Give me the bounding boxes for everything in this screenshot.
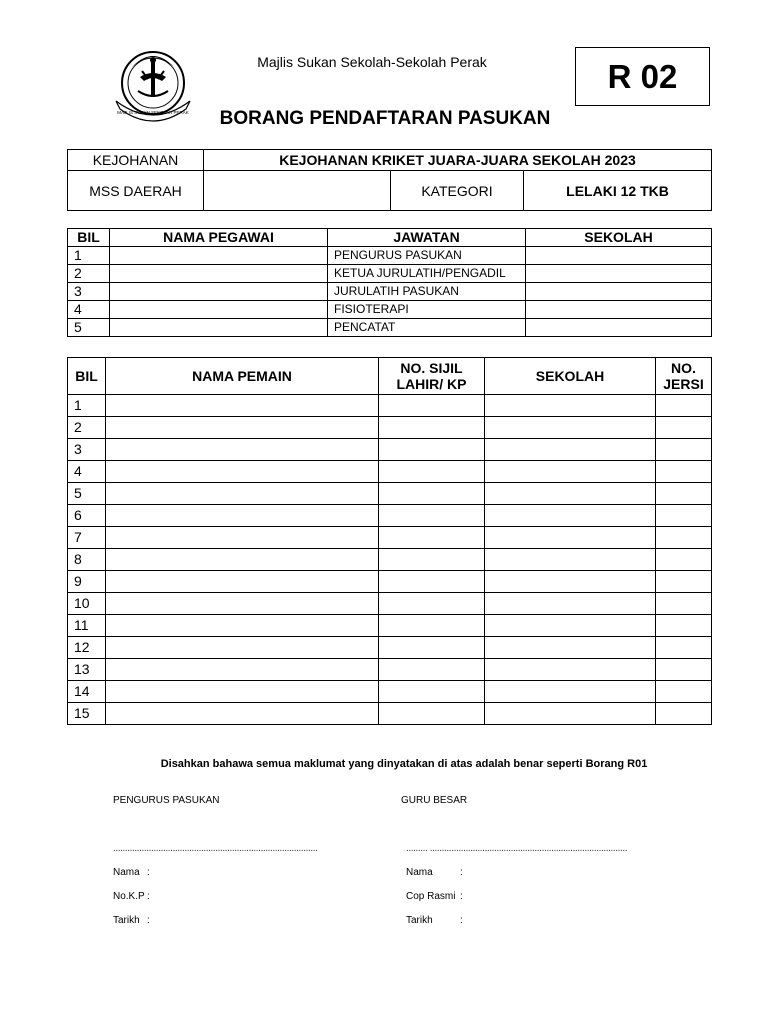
player-id-field[interactable] — [379, 615, 485, 637]
player-name-field[interactable] — [106, 505, 379, 527]
player-id-field[interactable] — [379, 549, 485, 571]
player-name-field[interactable] — [106, 395, 379, 417]
svg-text:MAJLIS SUKAN SEKOLAH PERAK: MAJLIS SUKAN SEKOLAH PERAK — [117, 110, 189, 115]
player-id-field[interactable] — [379, 637, 485, 659]
player-school-field[interactable] — [485, 637, 656, 659]
player-name-field[interactable] — [106, 659, 379, 681]
officials-header-school: SEKOLAH — [526, 229, 712, 247]
officials-row — [68, 265, 712, 283]
player-name-field[interactable] — [106, 571, 379, 593]
official-school-field[interactable] — [526, 301, 712, 319]
event-label: KEJOHANAN — [68, 150, 204, 171]
player-jersey-field[interactable] — [656, 637, 712, 659]
players-header-school: SEKOLAH — [485, 358, 656, 395]
form-code-box — [575, 47, 710, 106]
player-id-field[interactable] — [379, 395, 485, 417]
players-header-no: BIL — [68, 358, 106, 395]
official-position: JURULATIH PASUKAN — [328, 283, 526, 301]
player-id-field[interactable] — [379, 703, 485, 725]
official-school-field[interactable] — [526, 265, 712, 283]
player-row — [68, 461, 712, 483]
player-id-field[interactable] — [379, 439, 485, 461]
team-manager-name-label: Nama — [113, 867, 140, 878]
player-row — [68, 395, 712, 417]
player-name-field[interactable] — [106, 593, 379, 615]
player-name-field[interactable] — [106, 527, 379, 549]
player-row — [68, 703, 712, 725]
team-manager-date-label: Tarikh — [113, 915, 140, 926]
headmaster-title: GURU BESAR — [401, 795, 468, 806]
player-row — [68, 549, 712, 571]
colon: : — [460, 891, 463, 902]
player-school-field[interactable] — [485, 417, 656, 439]
player-no: 8 — [68, 549, 106, 571]
player-school-field[interactable] — [485, 439, 656, 461]
player-name-field[interactable] — [106, 483, 379, 505]
player-school-field[interactable] — [485, 703, 656, 725]
official-name-field[interactable] — [110, 301, 328, 319]
player-row — [68, 527, 712, 549]
player-row — [68, 439, 712, 461]
organization-name: Majlis Sukan Sekolah-Sekolah Perak — [257, 54, 487, 70]
team-manager-id-label: No.K.P — [113, 891, 145, 902]
colon: : — [460, 915, 463, 926]
declaration-text: Disahkan bahawa semua maklumat yang dinyatakan di atas adalah benar seperti Borang R01 — [160, 758, 648, 770]
headmaster-date-label: Tarikh — [406, 915, 433, 926]
official-position: KETUA JURULATIH/PENGADIL — [328, 265, 526, 283]
player-no: 6 — [68, 505, 106, 527]
player-name-field[interactable] — [106, 461, 379, 483]
category-value[interactable]: LELAKI 12 TKB — [524, 171, 712, 211]
player-no: 5 — [68, 483, 106, 505]
player-jersey-field[interactable] — [656, 395, 712, 417]
official-no: 3 — [68, 283, 110, 301]
official-name-field[interactable] — [110, 265, 328, 283]
official-name-field[interactable] — [110, 319, 328, 337]
player-id-field[interactable] — [379, 527, 485, 549]
official-school-field[interactable] — [526, 247, 712, 265]
player-school-field[interactable] — [485, 395, 656, 417]
official-no: 4 — [68, 301, 110, 319]
players-header-name: NAMA PEMAIN — [106, 358, 379, 395]
headmaster-signature-line[interactable]: ......... ................................................................................... — [406, 843, 628, 854]
official-no: 1 — [68, 247, 110, 265]
player-row — [68, 681, 712, 703]
official-position: FISIOTERAPI — [328, 301, 526, 319]
player-school-field[interactable] — [485, 681, 656, 703]
player-school-field[interactable] — [485, 593, 656, 615]
player-school-field[interactable] — [485, 615, 656, 637]
colon: : — [460, 867, 463, 878]
player-no: 14 — [68, 681, 106, 703]
player-row — [68, 483, 712, 505]
official-position: PENCATAT — [328, 319, 526, 337]
player-jersey-field[interactable] — [656, 593, 712, 615]
form-title: BORANG PENDAFTARAN PASUKAN — [219, 108, 551, 129]
officials-row — [68, 319, 712, 337]
team-manager-title: PENGURUS PASUKAN — [113, 795, 220, 806]
player-school-field[interactable] — [485, 659, 656, 681]
player-school-field[interactable] — [485, 527, 656, 549]
player-jersey-field[interactable] — [656, 571, 712, 593]
player-no: 10 — [68, 593, 106, 615]
form-code: R 02 — [607, 57, 678, 95]
colon: : — [147, 891, 150, 902]
district-value[interactable] — [204, 171, 391, 211]
player-school-field[interactable] — [485, 549, 656, 571]
player-no: 13 — [68, 659, 106, 681]
player-row — [68, 659, 712, 681]
colon: : — [147, 867, 150, 878]
colon: : — [147, 915, 150, 926]
officials-table — [67, 228, 712, 337]
officials-row — [68, 247, 712, 265]
official-school-field[interactable] — [526, 283, 712, 301]
player-school-field[interactable] — [485, 461, 656, 483]
player-name-field[interactable] — [106, 703, 379, 725]
player-row — [68, 417, 712, 439]
player-no: 3 — [68, 439, 106, 461]
player-jersey-field[interactable] — [656, 703, 712, 725]
player-jersey-field[interactable] — [656, 417, 712, 439]
players-header-id: NO. SIJIL LAHIR/ KP — [379, 358, 485, 395]
player-no: 1 — [68, 395, 106, 417]
player-no: 12 — [68, 637, 106, 659]
player-no: 4 — [68, 461, 106, 483]
players-header-jersey: NO. JERSI — [656, 358, 712, 395]
headmaster-name-label: Nama — [406, 867, 433, 878]
player-jersey-field[interactable] — [656, 483, 712, 505]
officials-row — [68, 283, 712, 301]
player-name-field[interactable] — [106, 681, 379, 703]
official-name-field[interactable] — [110, 247, 328, 265]
player-name-field[interactable] — [106, 637, 379, 659]
player-id-field[interactable] — [379, 593, 485, 615]
player-no: 7 — [68, 527, 106, 549]
player-row — [68, 637, 712, 659]
event-info-table — [67, 149, 712, 211]
officials-header-position: JAWATAN — [328, 229, 526, 247]
player-row — [68, 615, 712, 637]
player-row — [68, 593, 712, 615]
player-id-field[interactable] — [379, 417, 485, 439]
officials-header-name: NAMA PEGAWAI — [110, 229, 328, 247]
player-row — [68, 505, 712, 527]
player-jersey-field[interactable] — [656, 549, 712, 571]
player-school-field[interactable] — [485, 571, 656, 593]
player-jersey-field[interactable] — [656, 659, 712, 681]
player-no: 2 — [68, 417, 106, 439]
player-id-field[interactable] — [379, 461, 485, 483]
player-school-field[interactable] — [485, 505, 656, 527]
team-manager-signature-line[interactable]: ...................................................................................... — [113, 843, 318, 854]
player-id-field[interactable] — [379, 571, 485, 593]
player-name-field[interactable] — [106, 615, 379, 637]
player-id-field[interactable] — [379, 659, 485, 681]
player-row — [68, 571, 712, 593]
player-jersey-field[interactable] — [656, 439, 712, 461]
player-id-field[interactable] — [379, 681, 485, 703]
player-no: 11 — [68, 615, 106, 637]
category-label: KATEGORI — [391, 171, 524, 211]
player-name-field[interactable] — [106, 549, 379, 571]
player-no: 9 — [68, 571, 106, 593]
official-school-field[interactable] — [526, 319, 712, 337]
player-jersey-field[interactable] — [656, 527, 712, 549]
player-jersey-field[interactable] — [656, 681, 712, 703]
official-no: 5 — [68, 319, 110, 337]
officials-row — [68, 301, 712, 319]
official-position: PENGURUS PASUKAN — [328, 247, 526, 265]
official-name-field[interactable] — [110, 283, 328, 301]
player-name-field[interactable] — [106, 439, 379, 461]
district-label: MSS DAERAH — [68, 171, 204, 211]
player-jersey-field[interactable] — [656, 505, 712, 527]
event-value[interactable]: KEJOHANAN KRIKET JUARA-JUARA SEKOLAH 2023 — [204, 150, 712, 171]
player-jersey-field[interactable] — [656, 615, 712, 637]
player-id-field[interactable] — [379, 505, 485, 527]
player-jersey-field[interactable] — [656, 461, 712, 483]
official-no: 2 — [68, 265, 110, 283]
player-name-field[interactable] — [106, 417, 379, 439]
players-table — [67, 357, 712, 725]
headmaster-stamp-label: Cop Rasmi — [406, 891, 456, 902]
player-id-field[interactable] — [379, 483, 485, 505]
officials-header-no: BIL — [68, 229, 110, 247]
player-no: 15 — [68, 703, 106, 725]
player-school-field[interactable] — [485, 483, 656, 505]
